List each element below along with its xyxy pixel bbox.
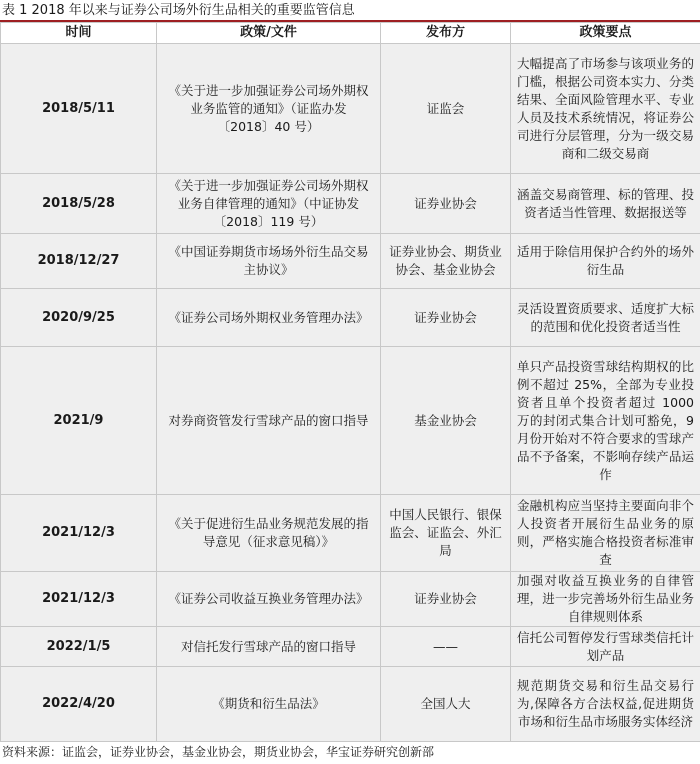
cell-policy: 《关于进一步加强证券公司场外期权业务监管的通知》（证监办发〔2018〕40 号） (157, 44, 381, 174)
cell-publisher: —— (381, 627, 511, 667)
cell-key-points: 灵活设置资质要求、适度扩大标的范围和优化投资者适当性 (511, 289, 700, 347)
cell-key-points: 涵盖交易商管理、标的管理、投资者适当性管理、数据报送等 (511, 174, 700, 234)
source-note: 资料来源：证监会，证券业协会，基金业协会，期货业协会，华宝证券研究创新部 (2, 745, 435, 759)
cell-key-points: 单只产品投资雪球结构期权的比例不超过 25%，全部为专业投资者且单个投资者超过 1000 万的封闭式集合计划可豁免，9 月份开始对不符合要求的雪球产品不予备案，不影响存续产品运作 (511, 347, 700, 495)
cell-key-points: 适用于除信用保护合约外的场外衍生品 (511, 234, 700, 289)
table-row (1, 347, 700, 495)
cell-date: 2022/4/20 (1, 667, 157, 742)
cell-date: 2021/12/3 (1, 572, 157, 627)
cell-policy: 《证券公司场外期权业务管理办法》 (157, 289, 381, 347)
table-header-row (1, 23, 700, 44)
table-row (1, 44, 700, 174)
cell-policy: 《关于促进衍生品业务规范发展的指导意见（征求意见稿）》 (157, 495, 381, 572)
cell-publisher: 证券业协会 (381, 289, 511, 347)
table-row (1, 572, 700, 627)
cell-key-points: 规范期货交易和衍生品交易行为,保障各方合法权益,促进期货市场和衍生品市场服务实体经济 (511, 667, 700, 742)
table-row (1, 667, 700, 742)
cell-key-points: 大幅提高了市场参与该项业务的门槛，根据公司资本实力、分类结果、全面风险管理水平、专业人员及技术系统情况，将证券公司进行分层管理，分为一级交易商和二级交易商 (511, 44, 700, 174)
cell-publisher: 中国人民银行、银保监会、证监会、外汇局 (381, 495, 511, 572)
table-row (1, 495, 700, 572)
table-row (1, 289, 700, 347)
cell-date: 2022/1/5 (1, 627, 157, 667)
cell-publisher: 证券业协会 (381, 572, 511, 627)
cell-date: 2020/9/25 (1, 289, 157, 347)
regulation-table (0, 22, 700, 742)
cell-policy: 《期货和衍生品法》 (157, 667, 381, 742)
cell-date: 2021/12/3 (1, 495, 157, 572)
header-key-points: 政策要点 (511, 23, 700, 44)
cell-key-points: 加强对收益互换业务的自律管理，进一步完善场外衍生品业务自律规则体系 (511, 572, 700, 627)
cell-publisher: 证监会 (381, 44, 511, 174)
cell-publisher: 基金业协会 (381, 347, 511, 495)
cell-publisher: 证券业协会 (381, 174, 511, 234)
header-policy: 政策/文件 (157, 23, 381, 44)
cell-date: 2018/12/27 (1, 234, 157, 289)
cell-key-points: 金融机构应当坚持主要面向非个人投资者开展衍生品业务的原则，严格实施合格投资者标准审查 (511, 495, 700, 572)
cell-date: 2018/5/11 (1, 44, 157, 174)
header-date: 时间 (1, 23, 157, 44)
cell-publisher: 全国人大 (381, 667, 511, 742)
header-publisher: 发布方 (381, 23, 511, 44)
cell-date: 2021/9 (1, 347, 157, 495)
table-row (1, 234, 700, 289)
cell-key-points: 信托公司暂停发行雪球类信托计划产品 (511, 627, 700, 667)
cell-policy: 对券商资管发行雪球产品的窗口指导 (157, 347, 381, 495)
cell-date: 2018/5/28 (1, 174, 157, 234)
cell-publisher: 证券业协会、期货业协会、基金业协会 (381, 234, 511, 289)
cell-policy: 《中国证券期货市场场外衍生品交易主协议》 (157, 234, 381, 289)
cell-policy: 《关于进一步加强证券公司场外期权业务自律管理的通知》（中证协发〔2018〕119 号） (157, 174, 381, 234)
table-row (1, 627, 700, 667)
cell-policy: 《证券公司收益互换业务管理办法》 (157, 572, 381, 627)
table-row (1, 174, 700, 234)
table-caption: 表 1 2018 年以来与证券公司场外衍生品相关的重要监管信息 (2, 3, 355, 18)
cell-policy: 对信托发行雪球产品的窗口指导 (157, 627, 381, 667)
